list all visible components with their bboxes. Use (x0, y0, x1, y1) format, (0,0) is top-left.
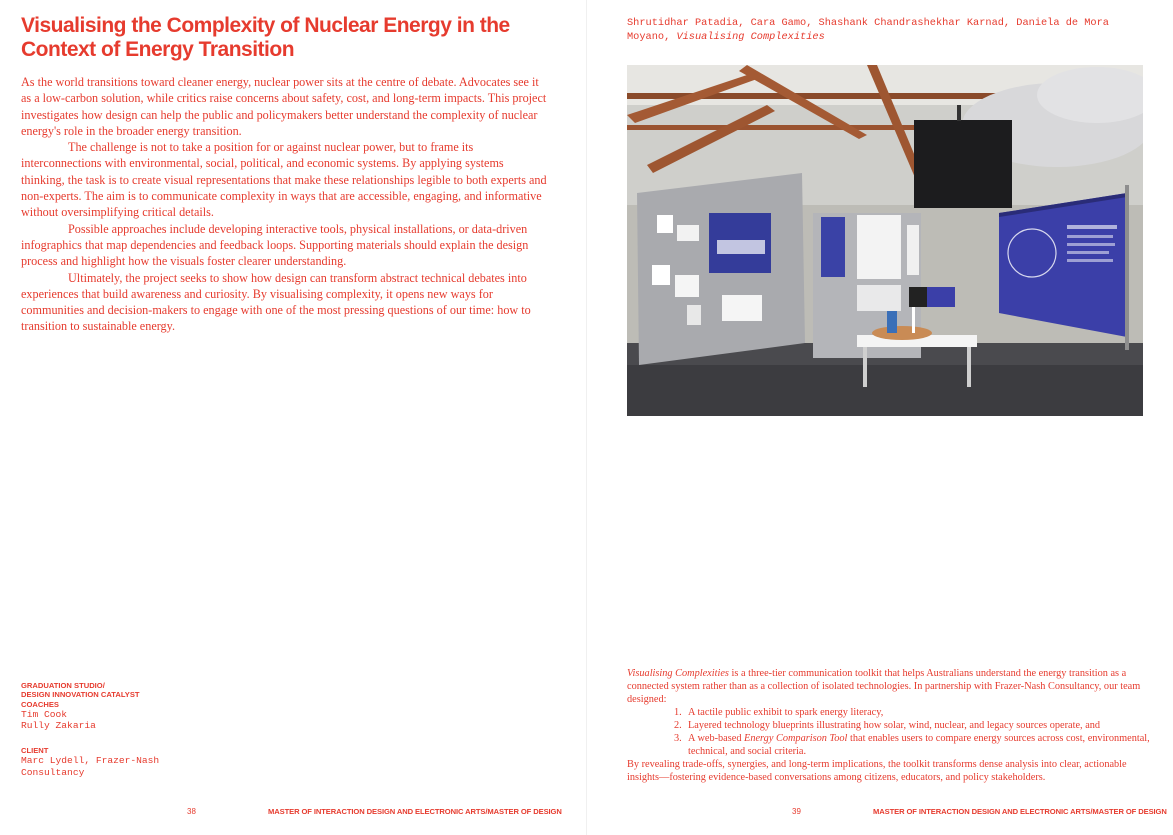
client-name-cont: Consultancy (21, 766, 85, 778)
list-item (674, 732, 1157, 758)
coach-name: Rully Zakaria (21, 720, 96, 732)
credits (21, 681, 221, 778)
intro-title: Visualising Complexities (627, 668, 729, 679)
project-description (627, 667, 1157, 784)
authors-line (627, 17, 1147, 44)
left-page (0, 0, 586, 835)
exhibition-photo (627, 65, 1143, 416)
studio-heading: GRADUATION STUDIO/ (21, 681, 105, 690)
list-text: A tactile public exhibit to spark energy literacy, (688, 707, 884, 718)
paragraph-3: Possible approaches include developing interactive tools, physical installations, or data-driven infographics that map dependencies and feedback loops. Supporting materials should explain the design process and highlight how the visuals foster clearer understanding. (21, 221, 529, 269)
studio-subheading: DESIGN INNOVATION CATALYST (21, 690, 140, 700)
list-text-post: that enables users to compare energy sources across cost, environmental, technical, and social criteria. (688, 733, 1150, 757)
list-number: 1. (674, 707, 682, 718)
page-number: 39 (792, 807, 801, 816)
page-title: Visualising the Complexity of Nuclear Energy in the Context of Energy Transition (21, 14, 510, 61)
list-text-pre: A web-based (688, 733, 745, 744)
description-intro (627, 667, 1157, 706)
client-heading: CLIENT (21, 745, 49, 755)
list-item (674, 719, 1157, 732)
client-name: Marc Lydell, Frazer-Nash (21, 755, 160, 767)
page-number: 38 (187, 807, 196, 816)
tool-name: Energy Comparison Tool (744, 733, 848, 744)
right-page (587, 0, 1173, 835)
paragraph-2: The challenge is not to take a position for or against nuclear power, but to frame its interconnections with environmental, social, political, and economic systems. By applying systems thinking, the task is to create visual representations that make these relationships legible to both experts and non-experts. The aim is to communicate complexity in ways that are accessible, engaging, and informative without oversimplifying critical details. (21, 140, 547, 220)
list-item (674, 706, 1157, 719)
list-text: Layered technology blueprints illustrating how solar, wind, nuclear, and legacy sources operate, and (688, 720, 1101, 731)
coach-name: Tim Cook (21, 708, 68, 720)
paragraph-4: Ultimately, the project seeks to show how design can transform abstract technical debates into experiences that build awareness and curiosity. By visualising complexity, it opens new ways for communities and decision-makers to engage with one of the most pressing questions of our time: how to transition to sustainable energy. (21, 270, 531, 334)
list-number: 2. (674, 720, 682, 731)
running-footer: MASTER OF INTERACTION DESIGN AND ELECTRONIC ARTS/MASTER OF DESIGN (873, 807, 1167, 816)
project-title: Visualising Complexities (676, 30, 825, 43)
list-number: 3. (674, 733, 682, 744)
coaches-heading: COACHES (21, 699, 59, 709)
intro-text: is a three-tier communication toolkit that helps Australians understand the energy transition as a connected system rather than as a collection of isolated technologies. In partnership with Frazer-Nash Consultancy, our team designed: (627, 668, 1141, 705)
paragraph-1: As the world transitions toward cleaner energy, nuclear power sits at the centre of debate. Advocates see it as a low-carbon solution, while critics raise concerns about safety, cost, and long-term impacts. This project investigates how design can help the public and policymakers better understand the complexity of nuclear energy's role in the broader energy transition. (21, 75, 547, 138)
running-footer: MASTER OF INTERACTION DESIGN AND ELECTRONIC ARTS/MASTER OF DESIGN (268, 807, 562, 816)
description-closing: By revealing trade-offs, synergies, and long-term implications, the toolkit transforms dense analysis into clear, actionable insights—fostering evidence-based conversations among citizens, educators, and policy stakeholders. (627, 759, 1127, 783)
deliverables-list (627, 706, 1157, 758)
body-text (21, 74, 549, 335)
authors: Shrutidhar Patadia, Cara Gamo, Shashank Chandrashekhar Karnad, Daniela de Mora Moyano, (627, 17, 1109, 43)
